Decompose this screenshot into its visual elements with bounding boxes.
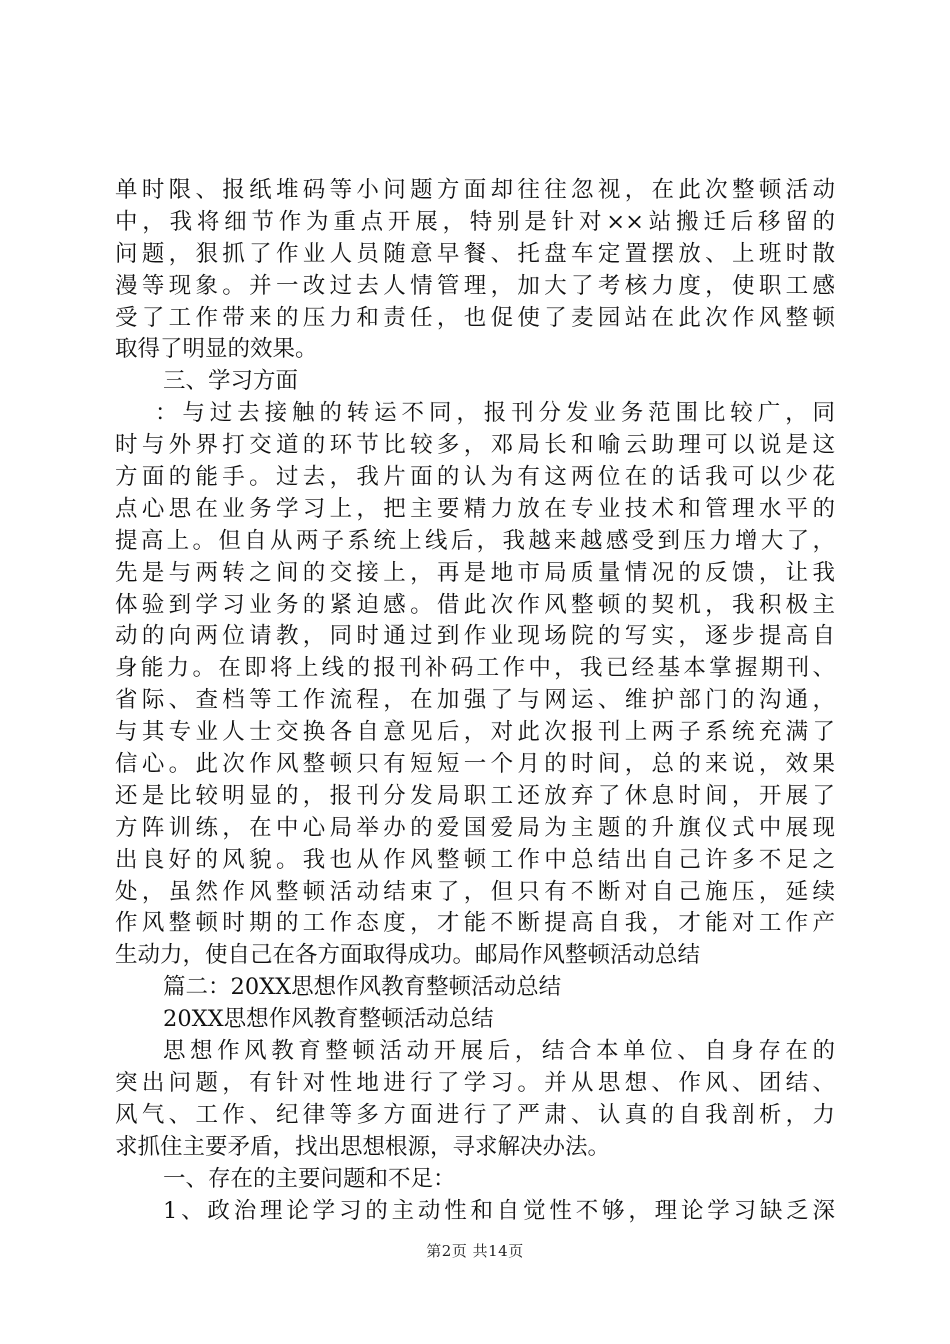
text-line: 动的向两位请教，同时通过到作业现场院的写实，逐步提高自	[115, 623, 835, 650]
text-line: 1、政治理论学习的主动性和自觉性不够，理论学习缺乏深	[163, 1197, 835, 1224]
text-line: 体验到学习业务的紧迫感。借此次作风整顿的契机，我积极主	[115, 591, 835, 618]
text-line: 信心。此次作风整顿只有短短一个月的时间，总的来说，效果	[115, 751, 835, 778]
text-line: 漫等现象。并一改过去人情管理，加大了考核力度，使职工感	[115, 272, 835, 299]
article-heading: 篇二：20XX思想作风教育整顿活动总结	[163, 974, 562, 1001]
text-line: ：与过去接触的转运不同，报刊分发业务范围比较广，同	[155, 400, 835, 427]
text-line: 提高上。但自从两子系统上线后，我越来越感受到压力增大了，	[115, 527, 835, 554]
text-line: 思想作风教育整顿活动开展后，结合本单位、自身存在的	[163, 1038, 835, 1065]
text-line: 还是比较明显的，报刊分发局职工还放弃了休息时间，开展了	[115, 782, 835, 809]
text-line: 与其专业人士交换各自意见后，对此次报刊上两子系统充满了	[115, 719, 835, 746]
text-line: 中，我将细节作为重点开展，特别是针对××站搬迁后移留的	[115, 208, 835, 235]
text-line: 出良好的风貌。我也从作风整顿工作中总结出自己许多不足之	[115, 846, 835, 873]
section-heading: 三、学习方面	[163, 368, 299, 395]
text-line: 省际、查档等工作流程，在加强了与网运、维护部门的沟通，	[115, 687, 835, 714]
section-heading: 一、存在的主要问题和不足：	[163, 1165, 456, 1192]
text-line: 求抓住主要矛盾，找出思想根源，寻求解决办法。	[115, 1133, 611, 1160]
text-line: 作风整顿时期的工作态度，才能不断提高自我，才能对工作产	[115, 910, 835, 937]
text-line: 问题，狠抓了作业人员随意早餐、托盘车定置摆放、上班时散	[115, 240, 835, 267]
text-line: 方面的能手。过去，我片面的认为有这两位在的话我可以少花	[115, 464, 835, 491]
text-line: 时与外界打交道的环节比较多，邓局长和喻云助理可以说是这	[115, 432, 835, 459]
text-line: 受了工作带来的压力和责任，也促使了麦园站在此次作风整顿	[115, 304, 835, 331]
page-footer: 第2页 共14页	[426, 1242, 524, 1260]
text-line: 风气、工作、纪律等多方面进行了严肃、认真的自我剖析，力	[115, 1101, 835, 1128]
body-text	[115, 175, 835, 1227]
text-line: 突出问题，有针对性地进行了学习。并从思想、作风、团结、	[115, 1069, 835, 1096]
text-line: 处，虽然作风整顿活动结束了，但只有不断对自己施压，延续	[115, 878, 835, 905]
article-title: 20XX思想作风教育整顿活动总结	[163, 1006, 494, 1033]
text-line: 取得了明显的效果。	[115, 336, 318, 363]
text-line: 身能力。在即将上线的报刊补码工作中，我已经基本掌握期刊、	[115, 655, 835, 682]
text-line: 先是与两转之间的交接上，再是地市局质量情况的反馈，让我	[115, 559, 835, 586]
text-line: 单时限、报纸堆码等小问题方面却往往忽视，在此次整顿活动	[115, 177, 835, 203]
text-line: 生动力，使自己在各方面取得成功。邮局作风整顿活动总结	[115, 942, 701, 969]
text-line: 点心思在业务学习上，把主要精力放在专业技术和管理水平的	[115, 495, 835, 522]
text-line: 方阵训练，在中心局举办的爱国爱局为主题的升旗仪式中展现	[115, 814, 835, 841]
